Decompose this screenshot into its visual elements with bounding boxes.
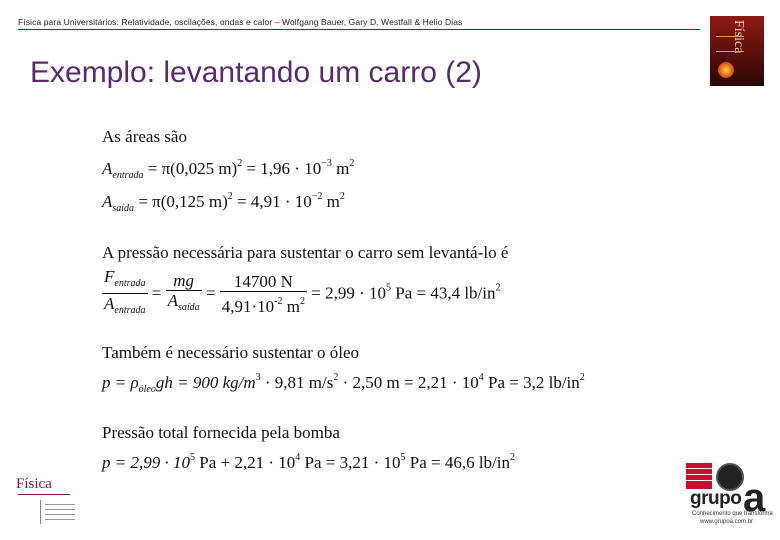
- a-entrada-subscript: entrada: [112, 170, 144, 181]
- oil-imperial-exponent: 2: [579, 372, 585, 383]
- a-saida-result: = 4,91 · 10: [232, 192, 312, 211]
- total-exp-4: 2: [510, 452, 515, 463]
- a-saida-result-exponent: −2: [311, 191, 323, 202]
- total-term-2: Pa + 2,21 · 10: [194, 453, 296, 472]
- cover-title: Física: [731, 20, 746, 54]
- mcgraw-hill-logo: [686, 463, 712, 489]
- f-entrada-subscript: entrada: [114, 278, 146, 289]
- a-saida-subscript: saída: [112, 203, 135, 214]
- equation-pressure: [102, 268, 501, 321]
- a-saida-exponent: 2: [227, 191, 233, 202]
- areas-heading: As áreas são: [102, 127, 187, 146]
- area-unit-exponent: 2: [300, 295, 305, 307]
- pressure-result: = 2,99 · 10: [311, 283, 386, 303]
- rho-subscript: óleo: [138, 384, 156, 395]
- equation-total-pressure: [102, 452, 515, 473]
- pressure-heading: A pressão necessária para sustentar o carro sem levantá-lo é: [102, 243, 509, 262]
- total-lhs: p = 2,99 · 10: [102, 453, 190, 472]
- a-entrada-exponent: 2: [237, 158, 243, 169]
- cover-decoration: [716, 36, 744, 52]
- a-saida-expression: = π(0,125 m): [138, 192, 228, 211]
- fraction-numeric: [220, 273, 307, 317]
- area-exponent: -2: [274, 295, 283, 307]
- equals-sign-1: =: [151, 283, 162, 303]
- a-saida-symbol: A: [102, 192, 113, 211]
- oil-result-imperial: Pa = 3,2 lb/in: [483, 373, 580, 392]
- grupo-url: www.grupoa.com.br: [700, 519, 754, 525]
- header-text: Física para Universitários: Relatividade, oscilações, ondas e calor – Wolfgang Bauer, Gary D. Westfall & Helio Dias: [18, 17, 463, 27]
- a-entrada-unit-exponent: 2: [349, 158, 355, 169]
- pressure-result-exponent: 5: [386, 282, 391, 294]
- grupo-a-logo: a: [743, 476, 766, 520]
- equals-sign-2: =: [205, 283, 216, 303]
- total-term-4: Pa = 46,6 lb/in: [405, 453, 510, 472]
- fraction-mg-area: [166, 272, 202, 318]
- total-exp-2: 4: [295, 452, 301, 463]
- oil-density-term: gh = 900 kg/m: [155, 373, 256, 392]
- oil-height-term: · 2,50 m = 2,21 · 10: [338, 373, 479, 392]
- grupo-logo-text: grupo: [690, 488, 742, 509]
- book-cover-image: [710, 16, 764, 86]
- total-exp-3: 5: [400, 452, 406, 463]
- oil-result-exponent: 4: [478, 372, 484, 383]
- grupo-tagline: Conhecimento que transforma: [692, 511, 773, 517]
- total-heading: Pressão total fornecida pela bomba: [102, 423, 340, 442]
- a-entrada-den-subscript: entrada: [114, 305, 146, 316]
- equation-area-saida: [102, 191, 345, 214]
- cover-sphere-icon: [718, 62, 734, 78]
- oil-gravity-exponent: 2: [333, 372, 339, 383]
- a-saida-den-subscript: saída: [177, 301, 200, 313]
- mg-symbol: mg: [173, 270, 195, 290]
- a-entrada-den-symbol: A: [104, 294, 115, 313]
- fraction-force-area: [102, 268, 148, 321]
- pressure-result-imperial: Pa = 43,4 lb/in: [391, 283, 496, 303]
- a-saida-unit: m: [322, 192, 340, 211]
- area-value: 4,91·10: [221, 296, 275, 316]
- force-value: 14700 N: [220, 273, 307, 292]
- area-unit: m: [282, 296, 300, 316]
- a-entrada-expression: = π(0,025 m): [147, 159, 238, 178]
- a-entrada-result: = 1,96 · 10: [242, 159, 322, 178]
- fisica-logo-lines: [40, 500, 81, 524]
- oil-density-exponent: 3: [255, 372, 261, 383]
- fisica-logo: Física: [16, 476, 52, 492]
- a-entrada-result-exponent: −3: [321, 158, 332, 169]
- pressure-imperial-exponent: 2: [495, 282, 501, 294]
- oil-gravity-term: · 9,81 m/s: [260, 373, 334, 392]
- header-divider: [18, 29, 700, 30]
- total-exp-1: 5: [189, 452, 195, 463]
- oil-lhs: p = ρ: [102, 373, 139, 392]
- a-saida-unit-exponent: 2: [339, 191, 345, 202]
- equation-area-entrada: [102, 158, 354, 181]
- oil-heading: Também é necessário sustentar o óleo: [102, 343, 360, 362]
- equation-oil-pressure: [102, 372, 585, 395]
- total-term-3: Pa = 3,21 · 10: [300, 453, 401, 472]
- a-entrada-unit: m: [331, 159, 350, 178]
- fisica-logo-divider: [18, 494, 70, 495]
- seal-logo: [716, 463, 744, 491]
- slide-title: Exemplo: levantando um carro (2): [30, 56, 482, 89]
- a-entrada-symbol: A: [102, 159, 113, 178]
- f-entrada-symbol: F: [104, 267, 115, 286]
- a-saida-den-symbol: A: [167, 290, 178, 310]
